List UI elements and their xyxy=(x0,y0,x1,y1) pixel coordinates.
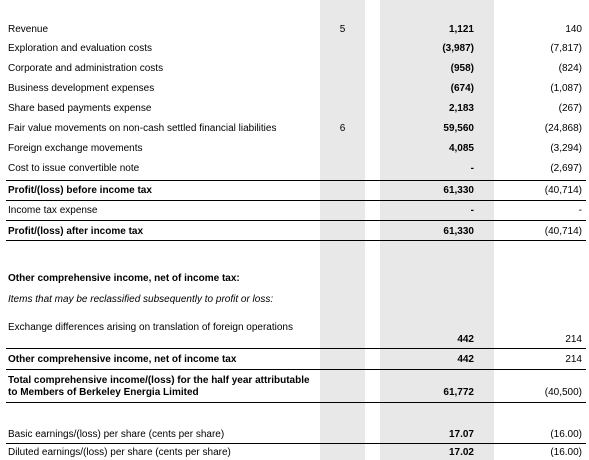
prior-period-value: (824) xyxy=(558,63,582,74)
row-label: Profit/(loss) before income tax xyxy=(8,185,152,196)
rule-line xyxy=(6,443,586,444)
prior-period-value: 140 xyxy=(565,24,582,35)
row-label: Basic earnings/(loss) per share (cents per share) xyxy=(8,429,225,440)
row-label: Exchange differences arising on translation of foreign operations xyxy=(8,322,293,333)
prior-period-value: (40,500) xyxy=(544,387,582,398)
current-period-value: 17.07 xyxy=(448,429,474,440)
prior-period-value: (2,697) xyxy=(550,163,582,174)
rule-line xyxy=(6,348,586,349)
current-period-value: 1,121 xyxy=(448,24,474,35)
row-label: Business development expenses xyxy=(8,83,155,94)
row-label: Total comprehensive income/(loss) for the half year attributable to Members of Berkeley Energia Limited xyxy=(8,375,310,398)
prior-period-value: (24,868) xyxy=(544,123,582,134)
row-label: Diluted earnings/(loss) per share (cents per share) xyxy=(8,447,231,458)
prior-period-value: (3,294) xyxy=(550,143,582,154)
prior-period-value: (40,714) xyxy=(544,185,582,196)
rule-line xyxy=(6,240,586,241)
prior-period-value: 214 xyxy=(565,354,582,365)
current-period-value: (674) xyxy=(450,83,474,94)
row-label: Cost to issue convertible note xyxy=(8,163,140,174)
row-label: Foreign exchange movements xyxy=(8,143,143,154)
note-column-shade xyxy=(320,0,365,460)
prior-period-value: (7,817) xyxy=(550,43,582,54)
current-period-value: 4,085 xyxy=(448,143,474,154)
rule-line xyxy=(6,402,586,403)
row-label: Corporate and administration costs xyxy=(8,63,164,74)
prior-period-value: 214 xyxy=(565,334,582,345)
row-label: Share based payments expense xyxy=(8,103,152,114)
row-label: Profit/(loss) after income tax xyxy=(8,226,144,237)
row-label: Other comprehensive income, net of income tax xyxy=(8,354,237,365)
prior-period-value: - xyxy=(578,205,582,216)
rule-line xyxy=(6,200,586,201)
prior-period-value: (16.00) xyxy=(550,429,582,440)
current-period-value: - xyxy=(470,163,474,174)
rule-line xyxy=(6,369,586,370)
current-period-value: (958) xyxy=(450,63,474,74)
row-label: Items that may be reclassified subsequently to profit or loss: xyxy=(8,294,274,305)
prior-period-value: (1,087) xyxy=(550,83,582,94)
rule-line xyxy=(6,180,586,181)
row-label: Income tax expense xyxy=(8,205,98,216)
current-period-value: - xyxy=(470,205,474,216)
current-period-value: 442 xyxy=(457,354,474,365)
row-label: Fair value movements on non-cash settled financial liabilities xyxy=(8,123,277,134)
rule-line xyxy=(6,220,586,221)
current-period-value: 442 xyxy=(457,334,474,345)
note-ref: 6 xyxy=(339,123,346,134)
note-ref: 5 xyxy=(339,24,346,35)
row-label: Exploration and evaluation costs xyxy=(8,43,152,54)
current-period-value: 61,330 xyxy=(443,185,474,196)
prior-period-value: (267) xyxy=(558,103,582,114)
prior-period-value: (16.00) xyxy=(550,447,582,458)
current-period-value: 2,183 xyxy=(448,103,474,114)
current-period-value: 17.02 xyxy=(448,447,474,458)
row-label: Other comprehensive income, net of income tax: xyxy=(8,273,240,284)
prior-period-value: (40,714) xyxy=(544,226,582,237)
current-period-value: 59,560 xyxy=(443,123,474,134)
current-period-value: (3,987) xyxy=(442,43,474,54)
current-period-value: 61,330 xyxy=(443,226,474,237)
row-label: Revenue xyxy=(8,24,49,35)
current-period-value: 61,772 xyxy=(443,387,474,398)
